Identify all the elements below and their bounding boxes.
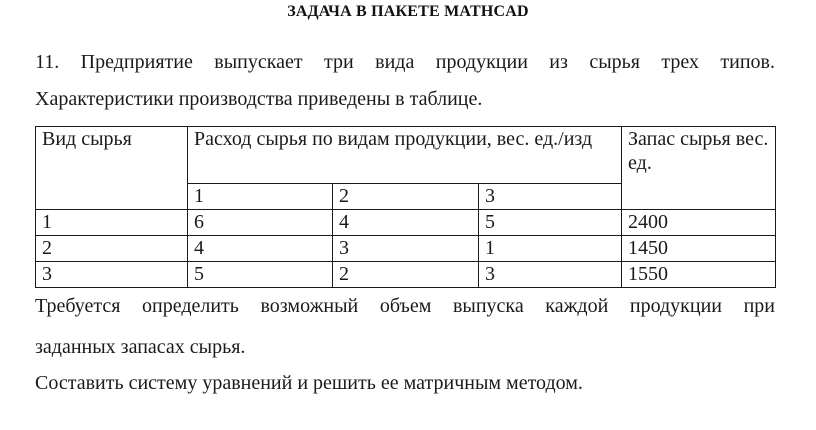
header-stock: Запас сырья вес. ед.	[622, 127, 776, 210]
header-product-2: 2	[333, 184, 479, 210]
header-product-3: 3	[479, 184, 622, 210]
cell-consumption-3: 5	[479, 210, 622, 236]
cell-consumption-3: 3	[479, 262, 622, 288]
header-product-1: 1	[188, 184, 333, 210]
cell-material: 3	[36, 262, 188, 288]
problem-statement-line-2: Характеристики производства приведены в таблице.	[35, 88, 483, 110]
header-material-type: Вид сырья	[36, 127, 188, 210]
page-title: ЗАДАЧА В ПАКЕТЕ MATHCAD	[287, 3, 529, 20]
header-consumption: Расход сырья по видам продукции, вес. ед./изд	[188, 127, 622, 184]
table-row	[36, 210, 776, 236]
cell-material: 2	[36, 236, 188, 262]
cell-material: 1	[36, 210, 188, 236]
cell-consumption-2: 4	[333, 210, 479, 236]
table-header-row	[36, 127, 776, 184]
cell-consumption-1: 4	[188, 236, 333, 262]
task-line-2: заданных запасах сырья.	[35, 336, 246, 358]
task-line-3: Составить систему уравнений и решить ее матричным методом.	[35, 372, 583, 394]
cell-stock: 1550	[622, 262, 776, 288]
cell-consumption-1: 5	[188, 262, 333, 288]
cell-consumption-1: 6	[188, 210, 333, 236]
cell-consumption-2: 3	[333, 236, 479, 262]
cell-consumption-3: 1	[479, 236, 622, 262]
table-row	[36, 236, 776, 262]
table-row	[36, 262, 776, 288]
cell-consumption-2: 2	[333, 262, 479, 288]
production-table	[35, 126, 776, 288]
cell-stock: 2400	[622, 210, 776, 236]
task-line-1: Требуется определить возможный объем выпуска каждой продукции при	[35, 295, 775, 317]
problem-statement-line-1: 11. Предприятие выпускает три вида продукции из сырья трех типов.	[35, 51, 775, 73]
cell-stock: 1450	[622, 236, 776, 262]
